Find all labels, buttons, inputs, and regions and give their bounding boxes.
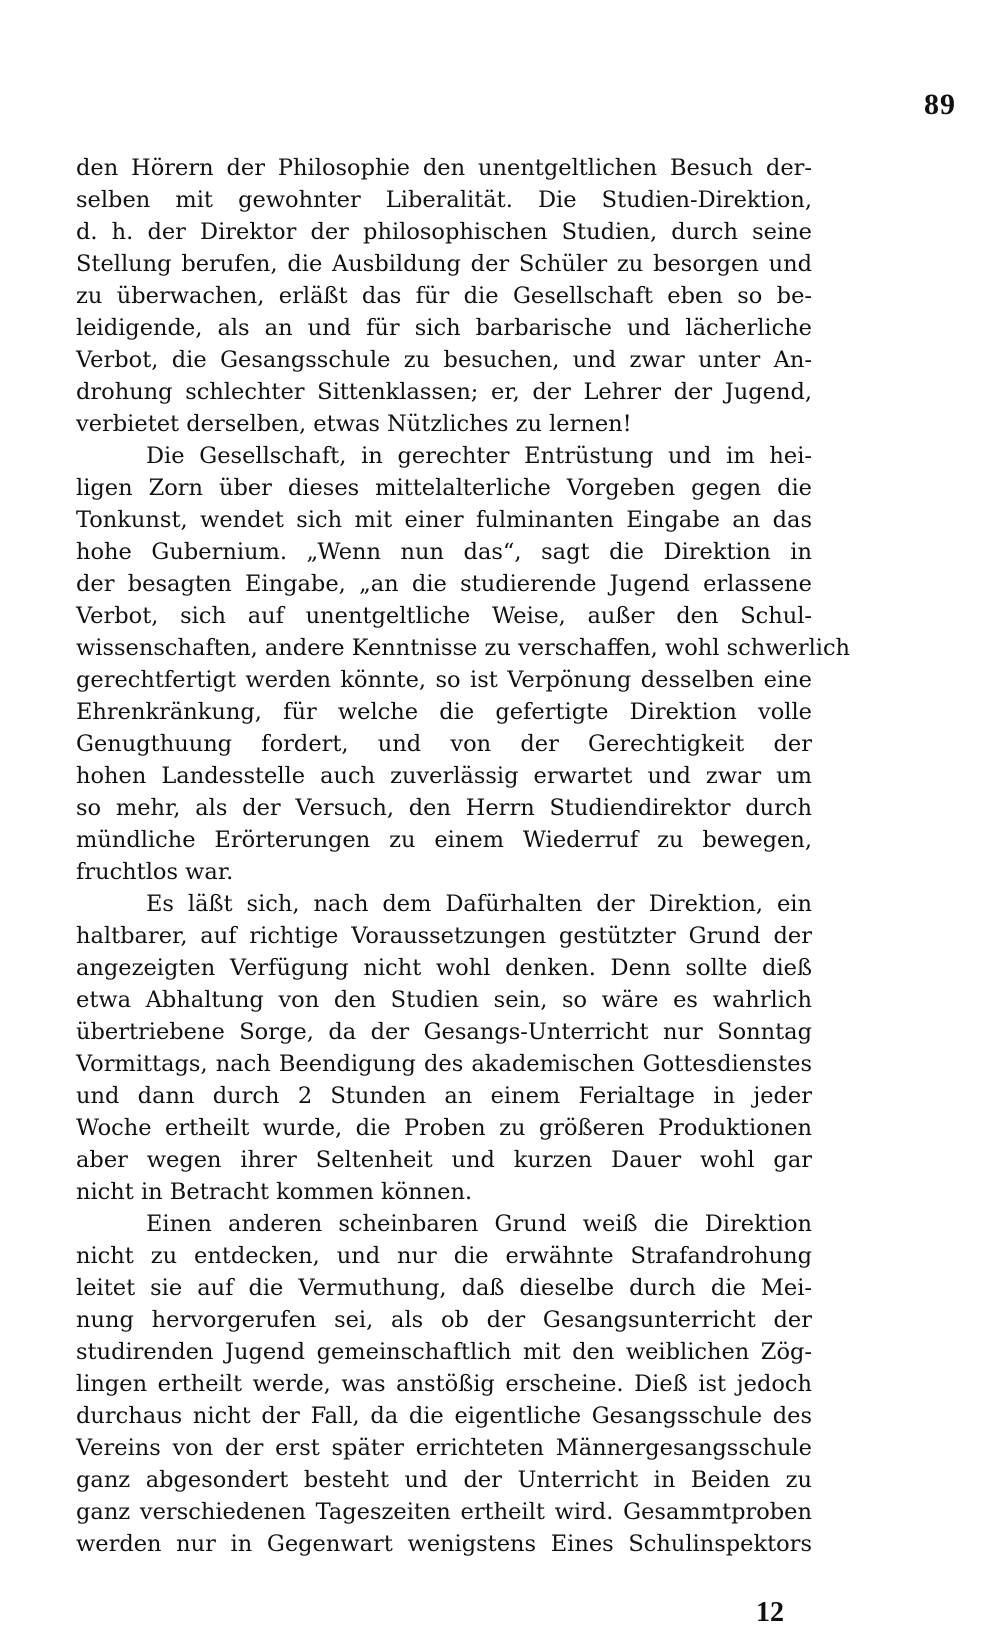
text-line: d. h. der Direktor der philosophischen Studien, durch seine (76, 219, 812, 245)
text-line: Stellung berufen, die Ausbildung der Schüler zu besorgen und (76, 251, 812, 277)
text-line: hohen Landesstelle auch zuverlässig erwartet und zwar um (76, 763, 812, 789)
text-line: hohe Gubernium. „Wenn nun das“, sagt die Direktion in (76, 539, 812, 565)
text-line: mündliche Erörterungen zu einem Wiederruf zu bewegen, (76, 827, 812, 853)
text-line: der besagten Eingabe, „an die studierende Jugend erlassene (76, 571, 812, 597)
text-line: drohung schlechter Sittenklassen; er, der Lehrer der Jugend, (76, 379, 812, 405)
signature-mark: 12 (756, 1597, 784, 1628)
text-line: Tonkunst, wendet sich mit einer fulminanten Eingabe an das (76, 507, 812, 533)
text-line: selben mit gewohnter Liberalität. Die Studien-Direktion, (76, 187, 812, 213)
page-number: 89 (924, 88, 956, 121)
text-line: nung hervorgerufen sei, als ob der Gesangsunterricht der (76, 1307, 812, 1333)
text-line: so mehr, als der Versuch, den Herrn Studiendirektor durch (76, 795, 812, 821)
text-line: aber wegen ihrer Seltenheit und kurzen Dauer wohl gar (76, 1147, 812, 1173)
text-line: Genugthuung fordert, und von der Gerechtigkeit der (76, 731, 812, 757)
text-line: verbietet derselben, etwas Nützliches zu lernen! (76, 411, 632, 437)
text-line: Die Gesellschaft, in gerechter Entrüstung und im hei- (146, 443, 812, 469)
text-line: und dann durch 2 Stunden an einem Ferialtage in jeder (76, 1083, 812, 1109)
text-line: Vormittags, nach Beendigung des akademischen Gottesdienstes (76, 1051, 812, 1077)
text-line: den Hörern der Philosophie den unentgeltlichen Besuch der- (76, 155, 812, 181)
text-line: wissenschaften, andere Kenntnisse zu verschaffen, wohl schwerlich (76, 635, 851, 661)
text-line: Verbot, sich auf unentgeltliche Weise, außer den Schul- (76, 603, 812, 629)
text-line: leidigende, als an und für sich barbarische und lächerliche (76, 315, 812, 341)
text-line: nicht zu entdecken, und nur die erwähnte Strafandrohung (76, 1243, 812, 1269)
text-line: Woche ertheilt wurde, die Proben zu größeren Produktionen (76, 1115, 812, 1141)
body-text (76, 152, 851, 1560)
text-line: nicht in Betracht kommen können. (76, 1179, 473, 1205)
text-line: studirenden Jugend gemeinschaftlich mit den weiblichen Zög- (76, 1339, 812, 1365)
paragraph-4 (76, 1208, 812, 1560)
text-line: ligen Zorn über dieses mittelalterliche Vorgeben gegen die (76, 475, 812, 501)
text-line: gerechtfertigt werden könnte, so ist Verpönung desselben eine (76, 667, 812, 693)
paragraph-3 (76, 888, 812, 1208)
text-line: Verbot, die Gesangsschule zu besuchen, und zwar unter An- (76, 347, 812, 373)
text-line: fruchtlos war. (76, 859, 234, 885)
paragraph-1 (76, 152, 812, 440)
text-line: ganz abgesondert besteht und der Unterricht in Beiden zu (76, 1467, 812, 1493)
text-line: Ehrenkränkung, für welche die gefertigte Direktion volle (76, 699, 812, 725)
text-line: haltbarer, auf richtige Voraussetzungen gestützter Grund der (76, 923, 812, 949)
text-line: etwa Abhaltung von den Studien sein, so wäre es wahrlich (76, 987, 812, 1013)
text-line: Vereins von der erst später errichteten Männergesangsschule (76, 1435, 812, 1461)
text-line: übertriebene Sorge, da der Gesangs-Unterricht nur Sonntag (76, 1019, 812, 1045)
text-line: zu überwachen, erläßt das für die Gesellschaft eben so be- (76, 283, 812, 309)
paragraph-2 (76, 440, 851, 888)
text-line: Es läßt sich, nach dem Dafürhalten der Direktion, ein (146, 891, 812, 917)
text-line: durchaus nicht der Fall, da die eigentliche Gesangsschule des (76, 1403, 812, 1429)
text-line: angezeigten Verfügung nicht wohl denken. Denn sollte dieß (76, 955, 812, 981)
text-line: lingen ertheilt werde, was anstößig erscheine. Dieß ist jedoch (76, 1371, 812, 1397)
text-line: Einen anderen scheinbaren Grund weiß die Direktion (146, 1211, 812, 1237)
text-line: ganz verschiedenen Tageszeiten ertheilt wird. Gesammtproben (76, 1499, 812, 1525)
text-line: leitet sie auf die Vermuthung, daß dieselbe durch die Mei- (76, 1275, 812, 1301)
text-line: werden nur in Gegenwart wenigstens Eines Schulinspektors (76, 1531, 812, 1557)
